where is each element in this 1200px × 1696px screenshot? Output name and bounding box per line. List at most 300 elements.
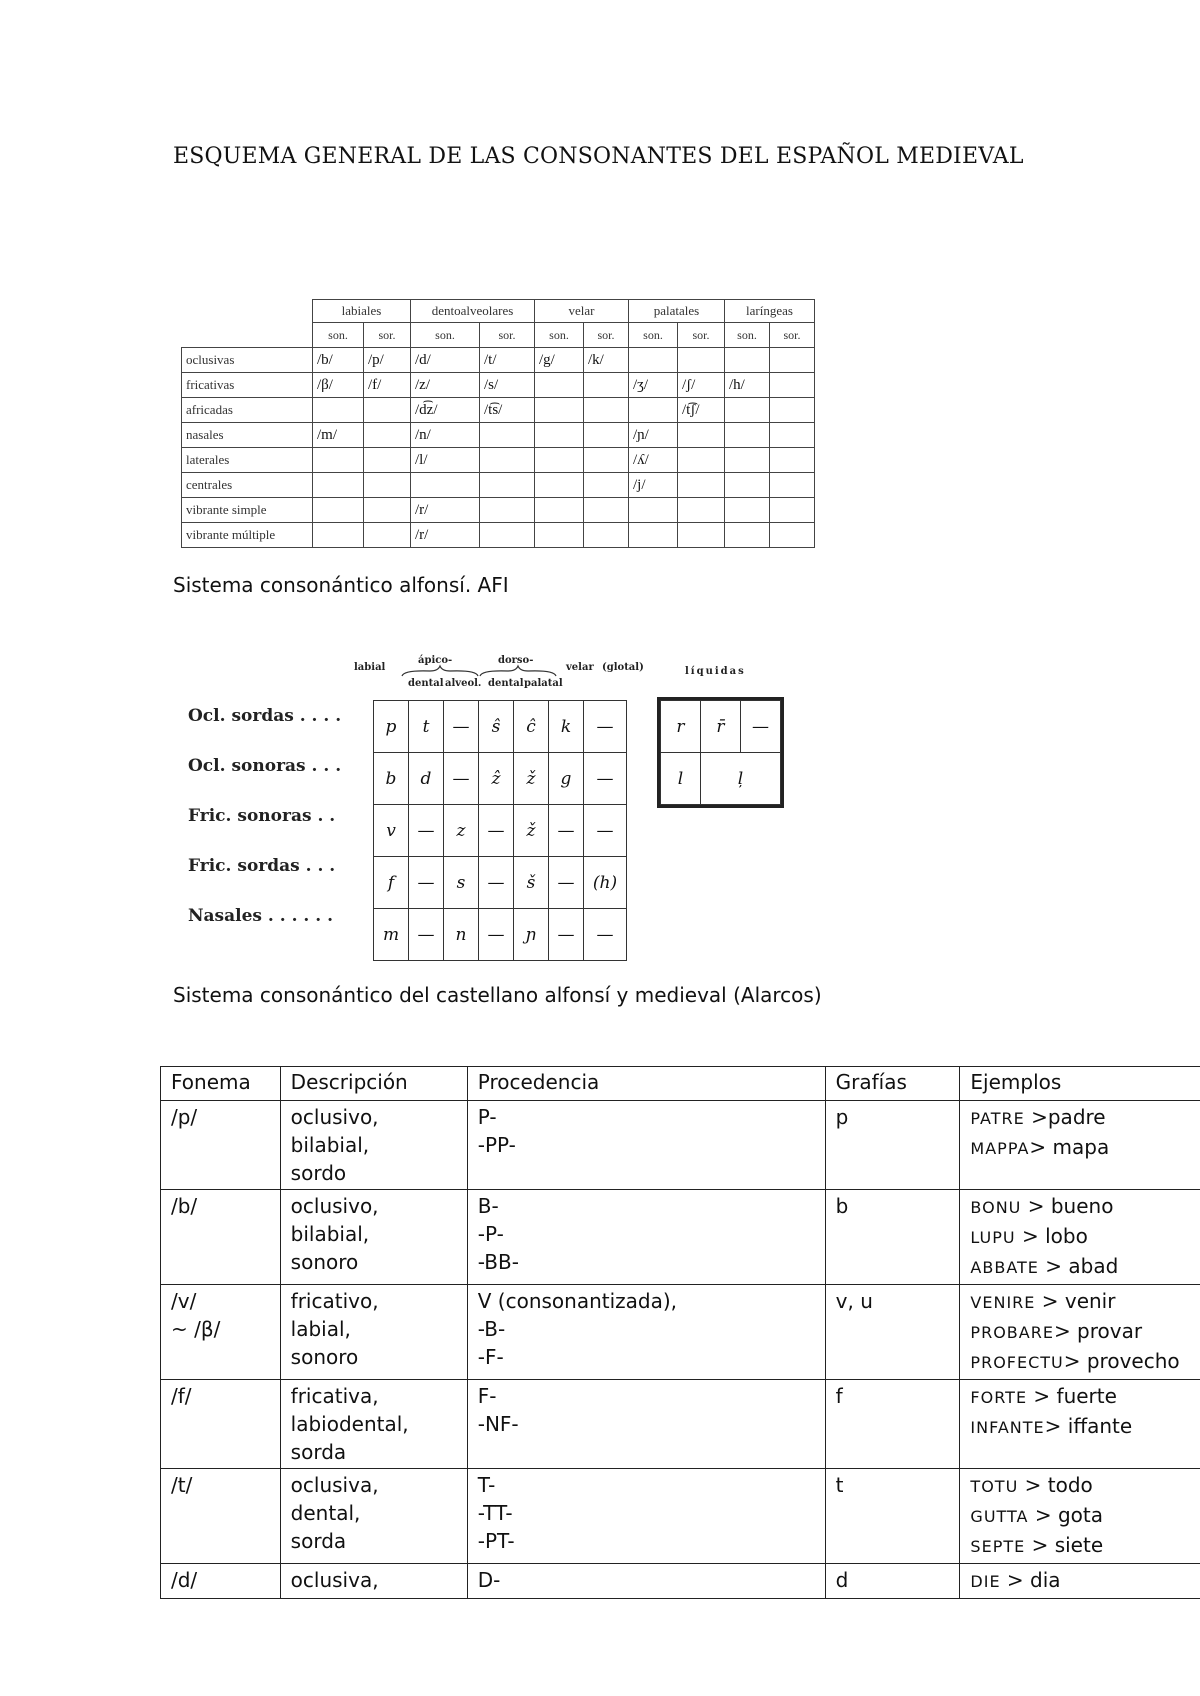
grid-cell: p: [374, 701, 409, 753]
table-cell: /f/: [364, 373, 411, 398]
sub-header: son.: [313, 323, 364, 348]
row-label: Ocl. sordas . . . .: [188, 706, 342, 726]
ejemplo-line: [970, 1566, 1200, 1596]
romance-result: > iffante: [1044, 1414, 1133, 1438]
liquidas-grid: [660, 700, 781, 805]
table-row: [161, 1101, 1200, 1190]
table-cell: [480, 498, 535, 523]
grid-cell: —: [479, 909, 514, 961]
grid-cell: ŝ: [479, 701, 514, 753]
alarcos-grid: [373, 700, 627, 961]
ejemplo-line: [970, 1252, 1200, 1282]
procedencia-cell: [467, 1285, 825, 1380]
row-label: fricativas: [182, 373, 313, 398]
procedencia-cell-line: P-: [477, 1105, 497, 1129]
grid-cell: ɲ: [514, 909, 549, 961]
ejemplo-line: [970, 1287, 1200, 1317]
grid-cell: m: [374, 909, 409, 961]
table-cell: [725, 348, 770, 373]
table-cell: [770, 473, 815, 498]
romance-result: > todo: [1018, 1473, 1093, 1497]
ejemplos-cell: [960, 1285, 1200, 1380]
row-label: Fric. sordas . . .: [188, 856, 336, 876]
header-row: [161, 1067, 1200, 1101]
fonema-cell-line: /t/: [171, 1473, 193, 1497]
fonema-cell: [161, 1380, 281, 1469]
grid-cell: —: [409, 909, 444, 961]
descripcion-cell-line: sordo: [290, 1161, 347, 1185]
table-cell: [364, 448, 411, 473]
ejemplo-line: [970, 1103, 1200, 1133]
grid-cell: (h): [584, 857, 627, 909]
latin-etymon: LUPU: [970, 1228, 1016, 1247]
liquida-cell: ļ: [701, 753, 781, 805]
descripcion-cell: [280, 1469, 467, 1564]
sub-header: sor.: [584, 323, 629, 348]
latin-etymon: PROFECTU: [970, 1353, 1064, 1372]
table-cell: /g/: [535, 348, 584, 373]
descripcion-cell: [280, 1190, 467, 1285]
table-cell: [725, 523, 770, 548]
liquida-cell: r̄: [701, 701, 741, 753]
table-cell: [535, 448, 584, 473]
table-cell: [364, 473, 411, 498]
sub-header: son.: [535, 323, 584, 348]
table-row: [661, 701, 781, 753]
descripcion-cell-line: bilabial,: [290, 1222, 370, 1246]
header-dental-2: dental: [488, 678, 524, 689]
table-cell: [313, 473, 364, 498]
liquida-cell: —: [741, 701, 781, 753]
table-cell: [725, 498, 770, 523]
table-cell: [770, 423, 815, 448]
column-header: Procedencia: [467, 1067, 825, 1101]
grid-cell: ĉ: [514, 701, 549, 753]
group-header: labiales: [313, 300, 411, 323]
romance-result: > lobo: [1015, 1224, 1088, 1248]
descripcion-cell-line: labial,: [290, 1317, 351, 1341]
table-cell: [725, 398, 770, 423]
fonema-cell: [161, 1564, 281, 1599]
column-header: Fonema: [161, 1067, 281, 1101]
row-label: vibrante múltiple: [182, 523, 313, 548]
procedencia-cell-line: -PP-: [477, 1133, 516, 1157]
table-cell: [629, 398, 678, 423]
grid-cell: —: [479, 857, 514, 909]
table-row: [161, 1469, 1200, 1564]
table-cell: [584, 473, 629, 498]
romance-result: > provecho: [1063, 1349, 1180, 1373]
table-cell: [364, 498, 411, 523]
phoneme-table: [160, 1066, 1200, 1599]
table-row: [161, 1564, 1200, 1599]
table-cell: [770, 348, 815, 373]
romance-result: > fuerte: [1027, 1384, 1117, 1408]
grid-cell: š: [514, 857, 549, 909]
group-header: velar: [535, 300, 629, 323]
grid-cell: ž: [514, 805, 549, 857]
table-cell: /r/: [411, 498, 480, 523]
table-cell: /d/: [411, 348, 480, 373]
ejemplo-line: [970, 1501, 1200, 1531]
sub-header: son.: [725, 323, 770, 348]
ejemplos-cell: [960, 1564, 1200, 1599]
column-header: Descripción: [280, 1067, 467, 1101]
ejemplos-cell: [960, 1190, 1200, 1285]
grid-cell: —: [584, 701, 627, 753]
table-cell: /ʒ/: [629, 373, 678, 398]
table-row: [374, 909, 627, 961]
blank-cell: [182, 323, 313, 348]
table-row: [182, 398, 815, 423]
ejemplo-line: [970, 1317, 1200, 1347]
header-braces: [190, 662, 790, 702]
fonema-cell-line: ~ /β/: [171, 1317, 221, 1341]
latin-etymon: SEPTE: [970, 1537, 1026, 1556]
fonema-cell-line: /p/: [171, 1105, 198, 1129]
ejemplo-line: [970, 1382, 1200, 1412]
procedencia-cell-line: -BB-: [477, 1250, 519, 1274]
table-cell: [584, 448, 629, 473]
latin-etymon: PATRE: [970, 1109, 1025, 1128]
table-row: [182, 498, 815, 523]
table-row: [161, 1285, 1200, 1380]
table-cell: [480, 473, 535, 498]
grid-cell: f: [374, 857, 409, 909]
grid-cell: —: [584, 805, 627, 857]
table-cell: [313, 448, 364, 473]
table-cell: /d͡z/: [411, 398, 480, 423]
ejemplo-line: [970, 1192, 1200, 1222]
table-cell: [313, 398, 364, 423]
descripcion-cell-line: oclusiva,: [290, 1473, 379, 1497]
procedencia-cell-line: -PT-: [477, 1529, 515, 1553]
table-row: [374, 857, 627, 909]
latin-etymon: PROBARE: [970, 1323, 1054, 1342]
fonema-cell-line: /b/: [171, 1194, 198, 1218]
romance-result: > bueno: [1021, 1194, 1114, 1218]
sub-header: sor.: [480, 323, 535, 348]
procedencia-cell-line: D-: [477, 1568, 501, 1592]
table-cell: [678, 473, 725, 498]
table-cell: [313, 523, 364, 548]
grid-cell: —: [549, 857, 584, 909]
descripcion-cell-line: sorda: [290, 1529, 347, 1553]
grid-cell: z: [444, 805, 479, 857]
grid-cell: b: [374, 753, 409, 805]
group-header: dentoalveolares: [411, 300, 535, 323]
table-cell: [770, 498, 815, 523]
grafias-cell: t: [825, 1469, 960, 1564]
table-cell: [629, 348, 678, 373]
table-cell: /t/: [480, 348, 535, 373]
grid-cell: —: [584, 909, 627, 961]
table-row: [182, 423, 815, 448]
procedencia-cell-line: B-: [477, 1194, 499, 1218]
grid-cell: s: [444, 857, 479, 909]
header-palatal: palatal: [524, 678, 563, 689]
grafias-cell: v, u: [825, 1285, 960, 1380]
table-cell: [770, 373, 815, 398]
row-label: nasales: [182, 423, 313, 448]
row-label: Nasales . . . . . .: [188, 906, 334, 926]
table-row: [374, 753, 627, 805]
table-cell: [678, 348, 725, 373]
header-apico: ápico-: [418, 655, 453, 666]
table-cell: [770, 523, 815, 548]
table-row: [182, 473, 815, 498]
row-label: vibrante simple: [182, 498, 313, 523]
table-row: [374, 805, 627, 857]
latin-etymon: VENIRE: [970, 1293, 1036, 1312]
fonema-cell-line: /f/: [171, 1384, 192, 1408]
table-cell: /s/: [480, 373, 535, 398]
table-cell: [535, 498, 584, 523]
table-row: [182, 523, 815, 548]
table-cell: [678, 498, 725, 523]
row-label: africadas: [182, 398, 313, 423]
descripcion-cell-line: oclusivo,: [290, 1105, 379, 1129]
latin-etymon: GUTTA: [970, 1507, 1029, 1526]
ejemplo-line: [970, 1412, 1200, 1442]
procedencia-cell: [467, 1380, 825, 1469]
table-cell: [480, 423, 535, 448]
sub-header: son.: [629, 323, 678, 348]
table-cell: /h/: [725, 373, 770, 398]
table-cell: /ʎ/: [629, 448, 678, 473]
table-row: [161, 1380, 1200, 1469]
table-cell: /β/: [313, 373, 364, 398]
descripcion-cell-line: labiodental,: [290, 1412, 409, 1436]
romance-result: > dia: [1000, 1568, 1061, 1592]
table-cell: /z/: [411, 373, 480, 398]
row-label: Fric. sonoras . .: [188, 806, 336, 826]
table-cell: [313, 498, 364, 523]
table-cell: /ʃ/: [678, 373, 725, 398]
table-cell: /n/: [411, 423, 480, 448]
romance-result: > gota: [1028, 1503, 1104, 1527]
table-cell: /j/: [629, 473, 678, 498]
table-cell: [584, 398, 629, 423]
header-dental: dental: [408, 678, 444, 689]
romance-result: > abad: [1038, 1254, 1119, 1278]
row-label: Ocl. sonoras . . .: [188, 756, 342, 776]
grid-cell: ž: [514, 753, 549, 805]
afi-caption: Sistema consonántico alfonsí. AFI: [173, 573, 509, 597]
fonema-cell-line: /d/: [171, 1568, 198, 1592]
alarcos-caption: Sistema consonántico del castellano alfonsí y medieval (Alarcos): [173, 983, 822, 1007]
liquida-cell: r: [661, 701, 701, 753]
table-cell: [678, 523, 725, 548]
page-title: ESQUEMA GENERAL DE LAS CONSONANTES DEL ESPAÑOL MEDIEVAL: [173, 144, 1024, 169]
row-label: centrales: [182, 473, 313, 498]
fonema-cell-line: /v/: [171, 1289, 197, 1313]
table-row: [661, 753, 781, 805]
grid-cell: —: [584, 753, 627, 805]
row-label: oclusivas: [182, 348, 313, 373]
romance-result: > mapa: [1029, 1135, 1110, 1159]
descripcion-cell-line: sonoro: [290, 1345, 359, 1369]
table-cell: [725, 423, 770, 448]
grafias-cell: d: [825, 1564, 960, 1599]
procedencia-cell: [467, 1190, 825, 1285]
grid-cell: —: [479, 805, 514, 857]
sub-header: sor.: [770, 323, 815, 348]
fonema-cell: [161, 1285, 281, 1380]
latin-etymon: INFANTE: [970, 1418, 1045, 1437]
table-cell: /m/: [313, 423, 364, 448]
table-cell: [584, 498, 629, 523]
fonema-cell: [161, 1190, 281, 1285]
column-header: Ejemplos: [960, 1067, 1200, 1101]
header-velar: velar: [566, 662, 594, 673]
grid-cell: —: [549, 909, 584, 961]
table-row: [182, 373, 815, 398]
romance-result: >padre: [1024, 1105, 1106, 1129]
grid-cell: —: [549, 805, 584, 857]
header-glotal: (glotal): [602, 662, 644, 673]
table-row: [374, 701, 627, 753]
procedencia-cell-line: V (consonantizada),: [477, 1289, 678, 1313]
blank-cell: [182, 300, 313, 323]
descripcion-cell-line: sonoro: [290, 1250, 359, 1274]
procedencia-cell-line: -F-: [477, 1345, 504, 1369]
table-cell: /l/: [411, 448, 480, 473]
row-label: laterales: [182, 448, 313, 473]
grid-cell: —: [409, 857, 444, 909]
procedencia-cell-line: F-: [477, 1384, 497, 1408]
latin-etymon: FORTE: [970, 1388, 1028, 1407]
descripcion-cell-line: sorda: [290, 1440, 347, 1464]
descripcion-cell-line: fricativo,: [290, 1289, 379, 1313]
table-cell: [364, 423, 411, 448]
procedencia-cell-line: -B-: [477, 1317, 506, 1341]
grid-cell: ẑ: [479, 753, 514, 805]
afi-consonant-table: [181, 299, 815, 548]
ejemplos-cell: [960, 1469, 1200, 1564]
ejemplo-line: [970, 1531, 1200, 1561]
descripcion-cell: [280, 1564, 467, 1599]
ejemplo-line: [970, 1347, 1200, 1377]
latin-etymon: TOTU: [970, 1477, 1019, 1496]
table-cell: [535, 423, 584, 448]
descripcion-cell-line: oclusivo,: [290, 1194, 379, 1218]
procedencia-cell: [467, 1564, 825, 1599]
grafias-cell: f: [825, 1380, 960, 1469]
ejemplo-line: [970, 1471, 1200, 1501]
table-cell: [535, 373, 584, 398]
table-cell: [770, 398, 815, 423]
procedencia-cell: [467, 1469, 825, 1564]
table-cell: [770, 448, 815, 473]
procedencia-cell: [467, 1101, 825, 1190]
latin-etymon: ABBATE: [970, 1258, 1039, 1277]
table-cell: [364, 398, 411, 423]
table-row: [182, 448, 815, 473]
group-header: laríngeas: [725, 300, 815, 323]
column-header: Grafías: [825, 1067, 960, 1101]
table-cell: [584, 423, 629, 448]
grid-cell: d: [409, 753, 444, 805]
table-cell: [480, 523, 535, 548]
ejemplos-cell: [960, 1101, 1200, 1190]
table-cell: [629, 523, 678, 548]
sub-header: son.: [411, 323, 480, 348]
alarcos-figure: [188, 655, 790, 962]
ejemplos-cell: [960, 1380, 1200, 1469]
descripcion-cell: [280, 1285, 467, 1380]
grid-cell: k: [549, 701, 584, 753]
grafias-cell: p: [825, 1101, 960, 1190]
table-cell: [584, 523, 629, 548]
grid-cell: t: [409, 701, 444, 753]
procedencia-cell-line: -NF-: [477, 1412, 519, 1436]
header-labial: labial: [354, 662, 386, 673]
grid-cell: g: [549, 753, 584, 805]
table-cell: /b/: [313, 348, 364, 373]
grid-cell: —: [444, 701, 479, 753]
table-cell: [725, 473, 770, 498]
fonema-cell: [161, 1469, 281, 1564]
grid-cell: —: [444, 753, 479, 805]
descripcion-cell: [280, 1380, 467, 1469]
latin-etymon: DIE: [970, 1572, 1001, 1591]
table-row: [182, 348, 815, 373]
header-dorso: dorso-: [498, 655, 534, 666]
table-cell: /r/: [411, 523, 480, 548]
header-liquidas: líquidas: [685, 666, 746, 677]
latin-etymon: BONU: [970, 1198, 1022, 1217]
procedencia-cell-line: T-: [477, 1473, 496, 1497]
romance-result: > provar: [1053, 1319, 1143, 1343]
sub-header: sor.: [678, 323, 725, 348]
table-row: [161, 1190, 1200, 1285]
header-alveol: alveol.: [445, 678, 482, 689]
romance-result: > venir: [1035, 1289, 1116, 1313]
table-cell: [678, 423, 725, 448]
table-cell: /ɲ/: [629, 423, 678, 448]
descripcion-cell-line: fricativa,: [290, 1384, 379, 1408]
table-cell: [584, 373, 629, 398]
fonema-cell: [161, 1101, 281, 1190]
grid-cell: —: [409, 805, 444, 857]
table-cell: [364, 523, 411, 548]
liquida-cell: l: [661, 753, 701, 805]
descripcion-cell-line: bilabial,: [290, 1133, 370, 1157]
ejemplo-line: [970, 1222, 1200, 1252]
romance-result: > siete: [1025, 1533, 1104, 1557]
ejemplo-line: [970, 1133, 1200, 1163]
table-cell: [535, 473, 584, 498]
grid-cell: v: [374, 805, 409, 857]
table-cell: [678, 448, 725, 473]
procedencia-cell-line: -P-: [477, 1222, 504, 1246]
descripcion-cell-line: dental,: [290, 1501, 361, 1525]
sub-header: sor.: [364, 323, 411, 348]
group-header: palatales: [629, 300, 725, 323]
table-cell: [535, 398, 584, 423]
table-cell: /k/: [584, 348, 629, 373]
table-cell: /t͡s/: [480, 398, 535, 423]
table-cell: [411, 473, 480, 498]
descripcion-cell-line: oclusiva,: [290, 1568, 379, 1592]
descripcion-cell: [280, 1101, 467, 1190]
table-cell: [535, 523, 584, 548]
table-cell: [480, 448, 535, 473]
procedencia-cell-line: -TT-: [477, 1501, 513, 1525]
grafias-cell: b: [825, 1190, 960, 1285]
latin-etymon: MAPPA: [970, 1139, 1030, 1158]
